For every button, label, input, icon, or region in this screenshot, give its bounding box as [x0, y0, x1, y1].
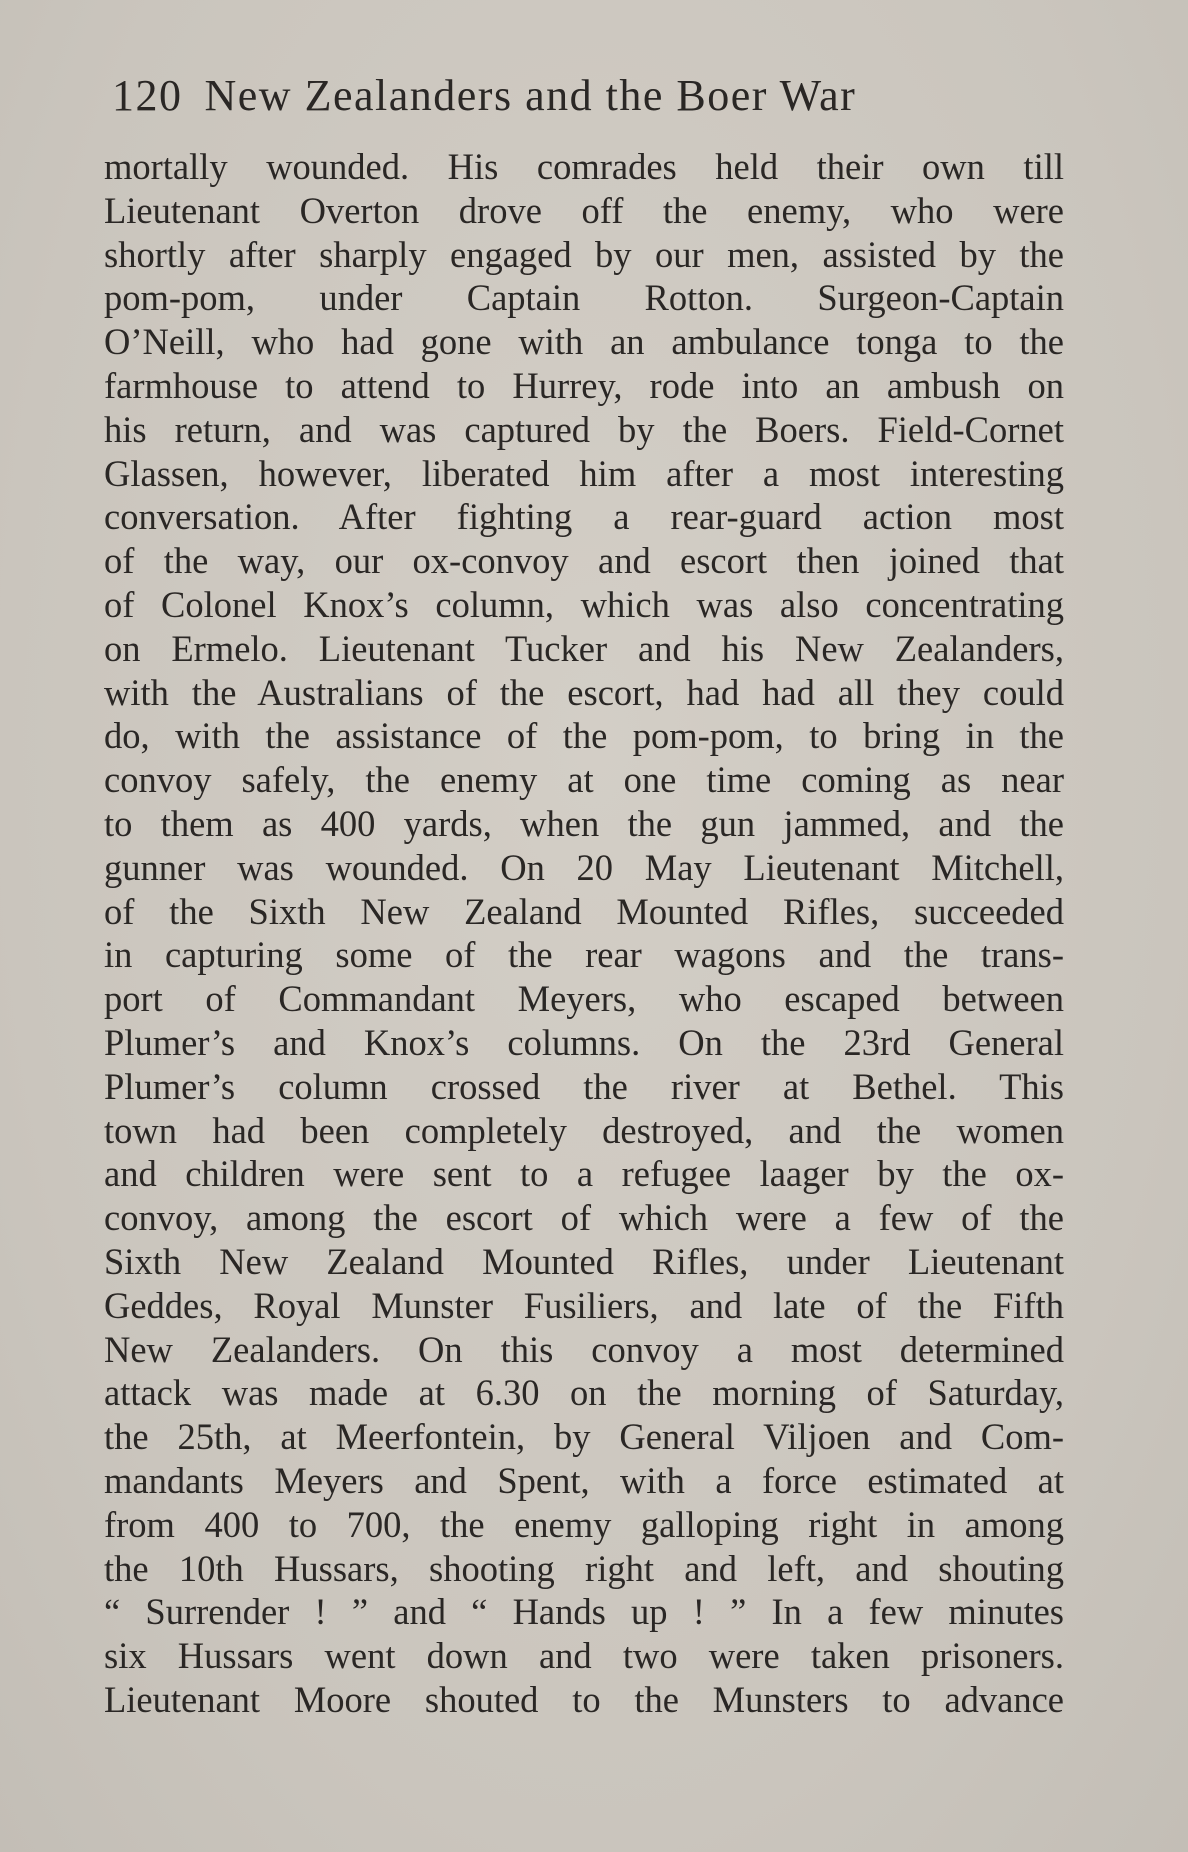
text-line: of the way, our ox-convoy and escort then joined that — [104, 540, 1064, 582]
text-line: mandants Meyers and Spent, with a force estimated at — [104, 1459, 1064, 1501]
text-line: Plumer’s column crossed the river at Bethel. This — [104, 1065, 1064, 1107]
text-line: of Colonel Knox’s column, which was also concentrating — [104, 583, 1064, 625]
text-line: in capturing some of the rear wagons and the trans- — [104, 934, 1064, 976]
text-line: gunner was wounded. On 20 May Lieutenant Mitchell, — [104, 846, 1064, 888]
text-line: the 10th Hussars, shooting right and left, and shouting — [104, 1547, 1064, 1589]
text-line: do, with the assistance of the pom-pom, to bring in the — [104, 715, 1064, 757]
text-line: six Hussars went down and two were taken prisoners. — [104, 1635, 1064, 1677]
text-line: Lieutenant Moore shouted to the Munsters to advance — [104, 1678, 1064, 1720]
text-line: “ Surrender ! ” and “ Hands up ! ” In a few minutes — [104, 1591, 1064, 1633]
text-line: Geddes, Royal Munster Fusiliers, and late of the Fifth — [104, 1284, 1064, 1326]
running-title: New Zealanders and the Boer War — [204, 71, 857, 120]
text-line: with the Australians of the escort, had had all they could — [104, 671, 1064, 713]
text-line: Lieutenant Overton drove off the enemy, who were — [104, 189, 1064, 231]
text-line: convoy, among the escort of which were a few of the — [104, 1197, 1064, 1239]
text-line: Sixth New Zealand Mounted Rifles, under Lieutenant — [104, 1240, 1064, 1282]
text-line: on Ermelo. Lieutenant Tucker and his New Zealanders, — [104, 627, 1064, 669]
text-line: O’Neill, who had gone with an ambulance tonga to the — [104, 321, 1064, 363]
text-line: the 25th, at Meerfontein, by General Viljoen and Com- — [104, 1416, 1064, 1458]
text-line: mortally wounded. His comrades held their own till — [104, 146, 1064, 187]
text-line: convoy safely, the enemy at one time coming as near — [104, 759, 1064, 801]
text-line: Glassen, however, liberated him after a most interesting — [104, 452, 1064, 494]
text-line: of the Sixth New Zealand Mounted Rifles, succeeded — [104, 890, 1064, 932]
page-number: 120 — [112, 71, 183, 120]
text-line: New Zealanders. On this convoy a most determined — [104, 1328, 1064, 1370]
text-line: and children were sent to a refugee laager by the ox- — [104, 1153, 1064, 1195]
body-text — [104, 145, 1064, 1722]
text-line: from 400 to 700, the enemy galloping right in among — [104, 1503, 1064, 1545]
text-line: attack was made at 6.30 on the morning of Saturday, — [104, 1372, 1064, 1414]
text-line: port of Commandant Meyers, who escaped between — [104, 978, 1064, 1020]
running-header — [112, 66, 1012, 126]
text-line: to them as 400 yards, when the gun jammed, and the — [104, 802, 1064, 844]
text-line: farmhouse to attend to Hurrey, rode into an ambush on — [104, 364, 1064, 406]
text-line: conversation. After fighting a rear-guard action most — [104, 496, 1064, 538]
text-line: pom-pom, under Captain Rotton. Surgeon-Captain — [104, 277, 1064, 319]
text-line: town had been completely destroyed, and the women — [104, 1109, 1064, 1151]
text-line: Plumer’s and Knox’s columns. On the 23rd General — [104, 1021, 1064, 1063]
text-line: his return, and was captured by the Boers. Field-Cornet — [104, 408, 1064, 450]
text-line: shortly after sharply engaged by our men, assisted by the — [104, 233, 1064, 275]
